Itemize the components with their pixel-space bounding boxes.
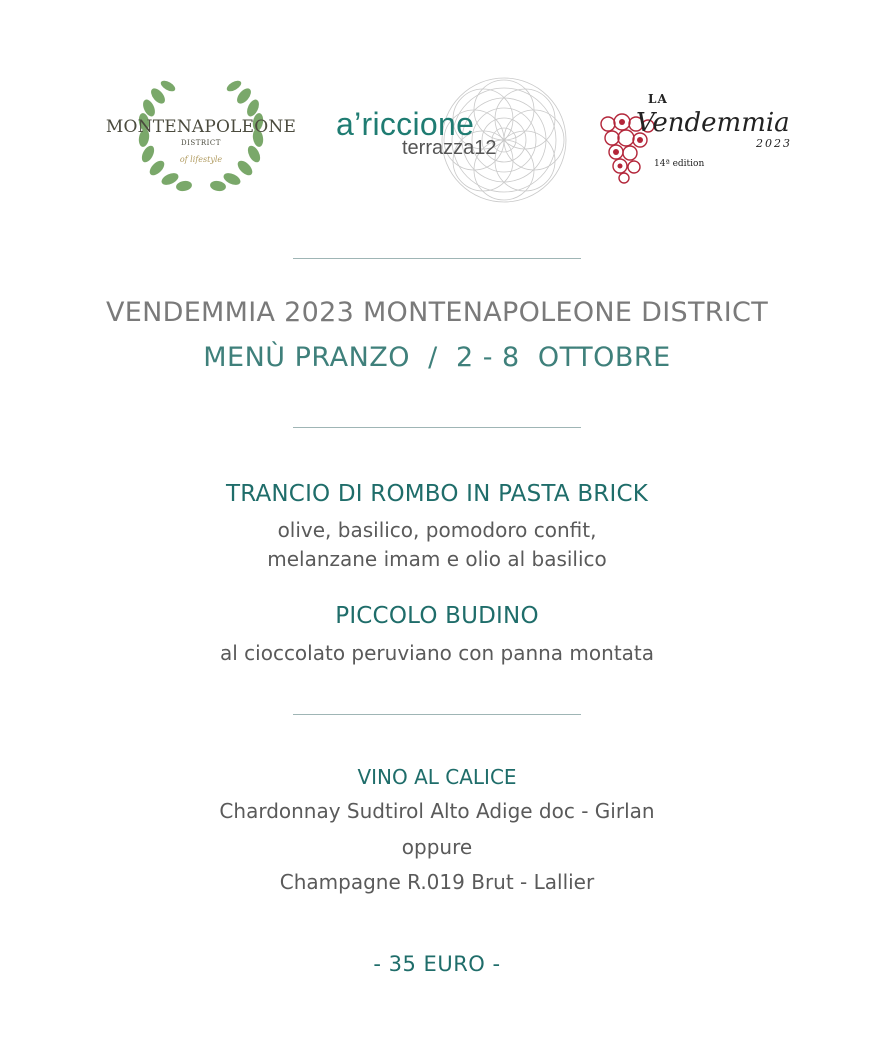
divider-bottom — [293, 714, 581, 715]
dish-title: TRANCIO DI ROMBO IN PASTA BRICK — [225, 481, 649, 507]
montenapoleone-logo-name: MONTENAPOLEONE — [105, 117, 297, 137]
wine-or: oppure — [401, 835, 473, 859]
montenapoleone-logo-script: of lifestyle — [179, 155, 223, 164]
ariccione-logo — [334, 73, 572, 207]
ariccione-logo-name: a’riccione — [336, 106, 475, 142]
wine-title: VINO AL CALICE — [357, 765, 517, 789]
vendemmia-logo-edition: 14ª edition — [654, 159, 705, 169]
menu-title: MENÙ PRANZO / 2 - 8 OTTOBRE — [203, 342, 671, 373]
event-title: VENDEMMIA 2023 MONTENAPOLEONE DISTRICT — [105, 297, 769, 328]
vendemmia-logo — [598, 92, 804, 184]
dish-description: melanzane imam e olio al basilico — [267, 547, 607, 571]
divider-top — [293, 258, 581, 259]
divider-middle — [293, 427, 581, 428]
montenapoleone-logo — [98, 76, 304, 196]
vendemmia-logo-year: 2023 — [756, 137, 792, 150]
dish-description: olive, basilico, pomodoro confit, — [277, 518, 597, 542]
price: - 35 EURO - — [373, 952, 501, 976]
vendemmia-logo-la: LA — [648, 92, 668, 106]
ariccione-logo-sub: terrazza12 — [402, 137, 497, 159]
vendemmia-logo-name: Vendemmia — [636, 108, 790, 138]
wine-option: Chardonnay Sudtirol Alto Adige doc - Girlan — [219, 799, 655, 823]
dish-title: PICCOLO BUDINO — [335, 603, 539, 629]
dish-description: al cioccolato peruviano con panna montata — [219, 641, 655, 665]
wine-option: Champagne R.019 Brut - Lallier — [279, 870, 595, 894]
montenapoleone-logo-sub: DISTRICT — [181, 139, 221, 147]
